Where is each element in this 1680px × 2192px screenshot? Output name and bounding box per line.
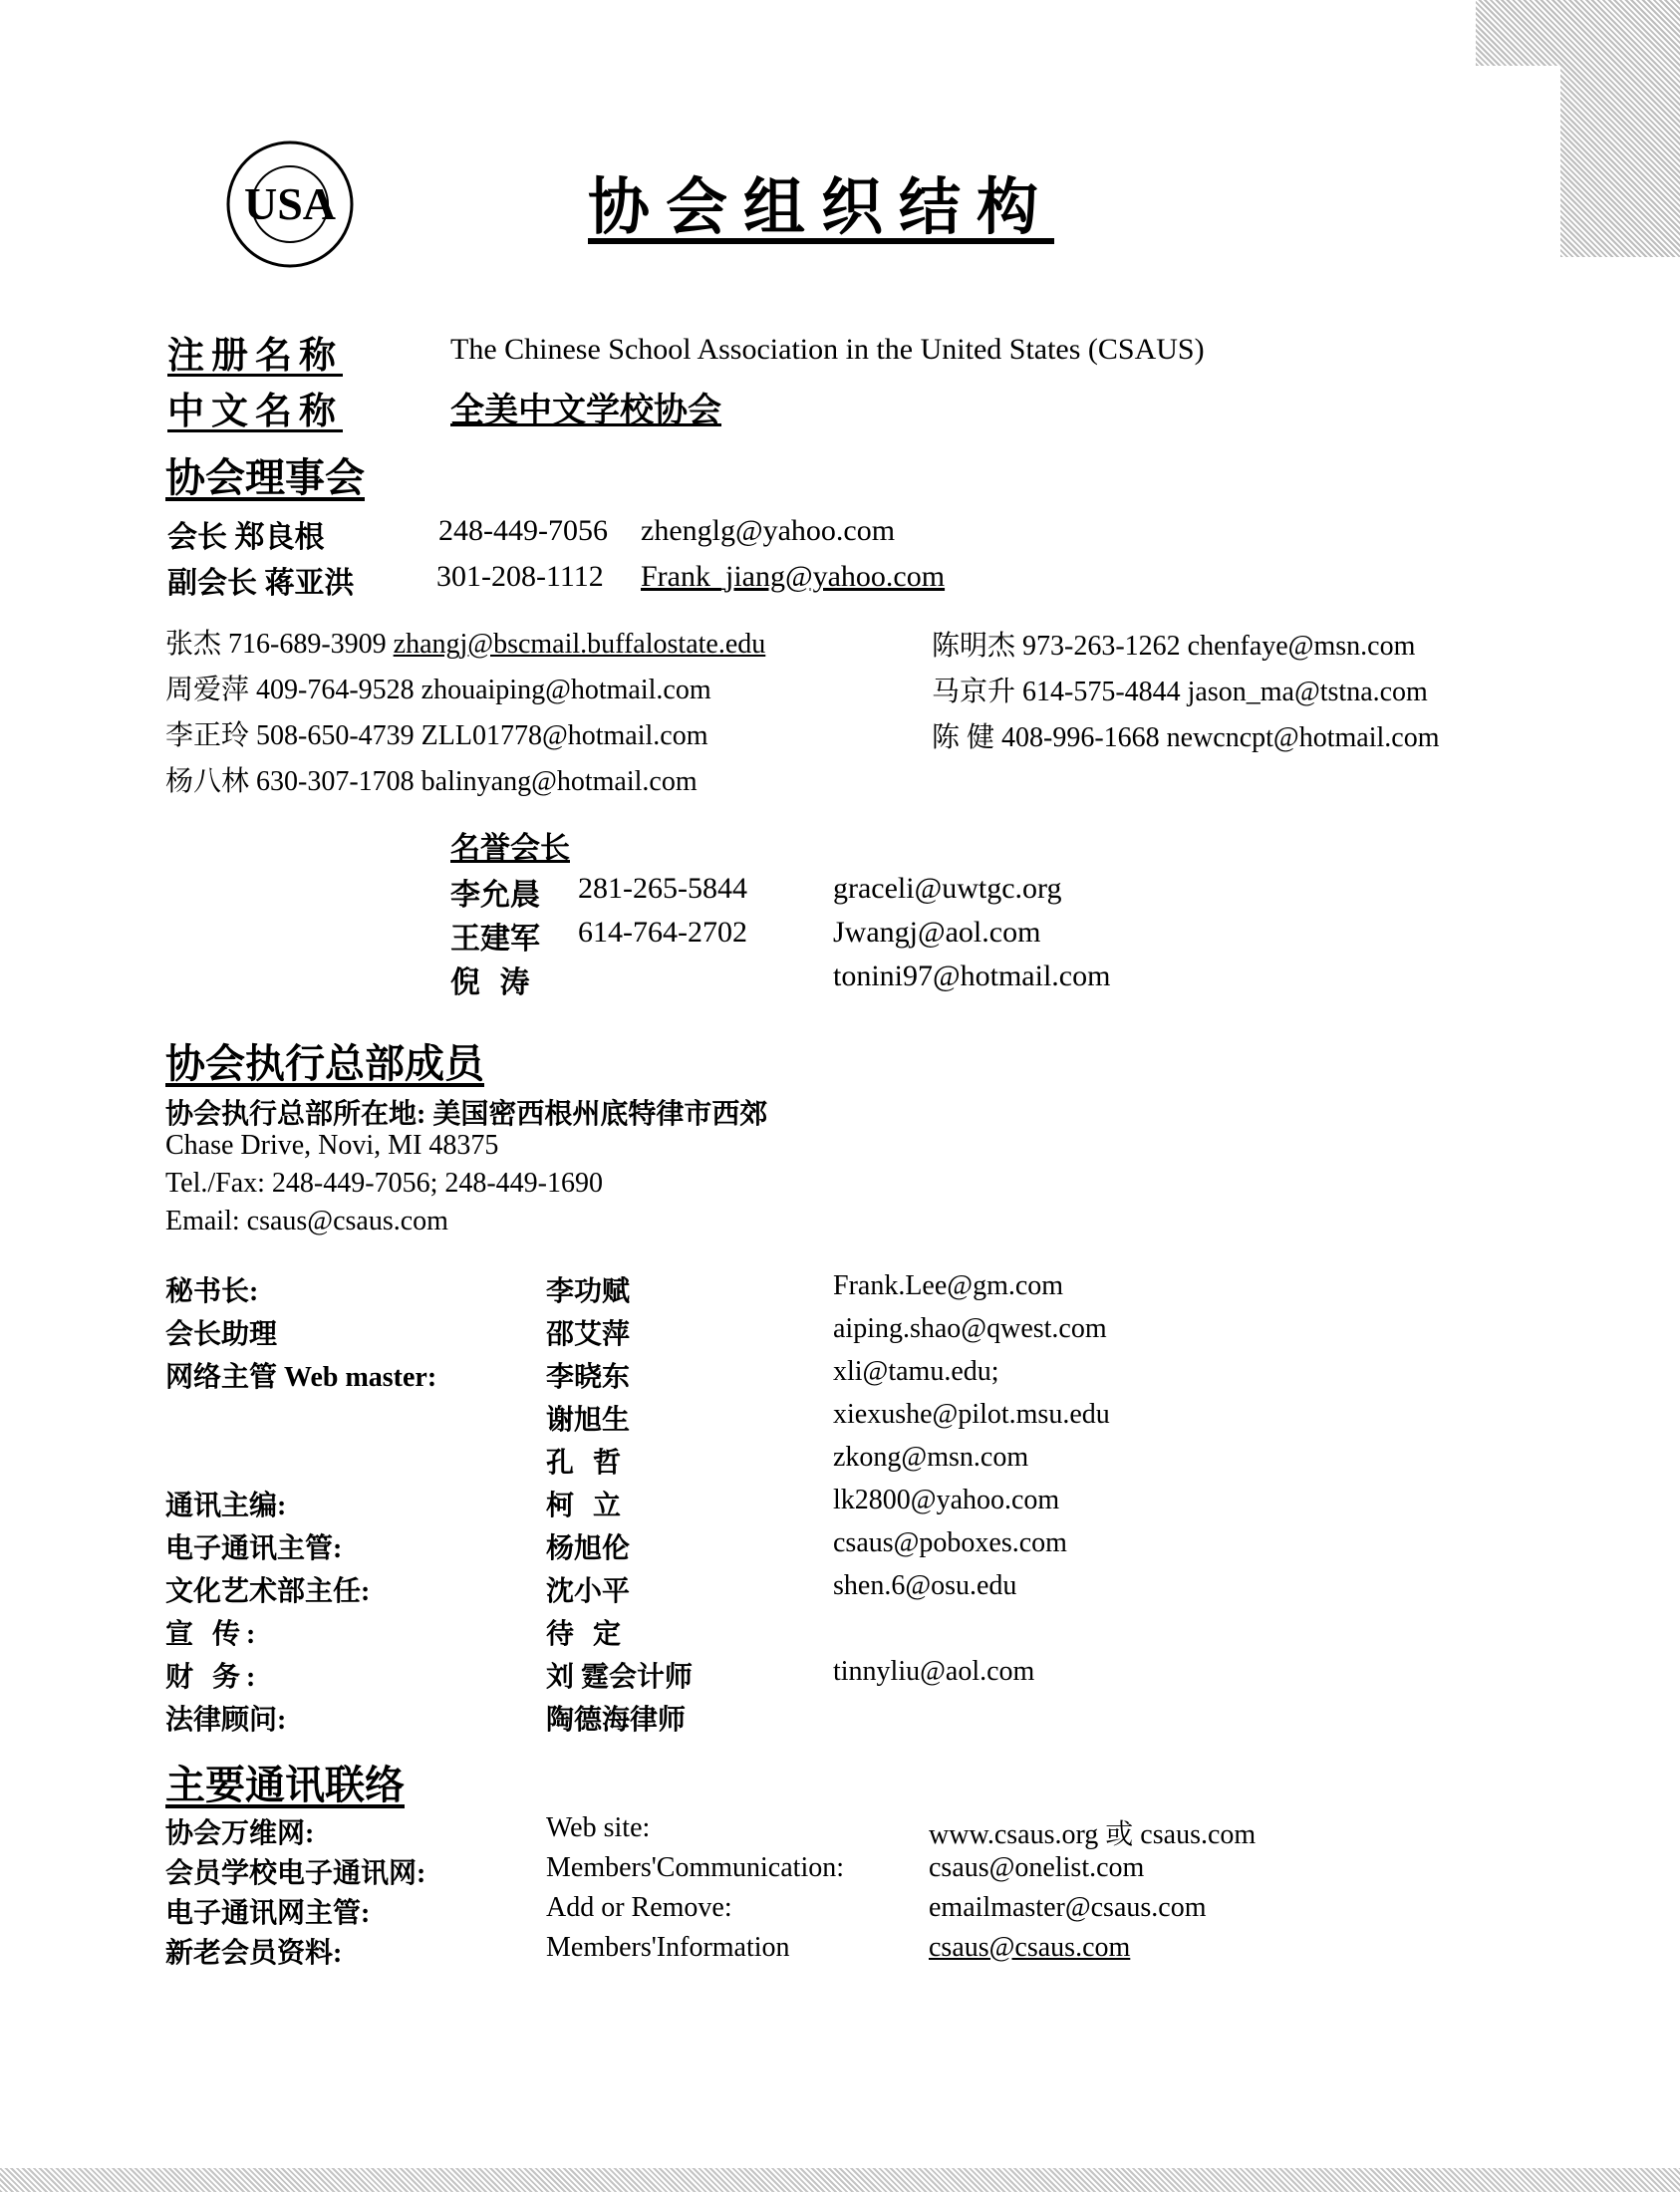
honorary-phone-1: 281-265-5844 — [578, 872, 747, 905]
staff-role-9: 宣 传: — [165, 1619, 262, 1650]
staff-name-10: 刘 霆会计师 — [546, 1662, 694, 1693]
exec-address: Chase Drive, Novi, MI 48375 — [165, 1130, 499, 1161]
staff-name-2: 邵艾萍 — [546, 1319, 631, 1350]
logo-usa-text: USA — [243, 178, 337, 229]
staff-name-7: 杨旭伦 — [546, 1533, 631, 1564]
staff-email-3: xli@tamu.edu; — [833, 1356, 999, 1387]
scan-bottom-strip — [0, 2168, 1680, 2192]
board-member-left-2: 周爱萍 409-764-9528 zhouaiping@hotmail.com — [165, 675, 711, 705]
contact-heading: 主要通讯联络 — [165, 1763, 405, 1807]
staff-email-7: csaus@poboxes.com — [833, 1527, 1067, 1558]
contact-value-1[interactable]: www.csaus.org 或 csaus.com — [929, 1819, 1257, 1850]
board-member-left-3: 李正玲 508-650-4739 ZLL01778@hotmail.com — [165, 720, 708, 751]
board-member-left-1 — [165, 622, 765, 662]
contact-value-2[interactable]: csaus@onelist.com — [929, 1852, 1145, 1883]
exec-address-cn: 协会执行总部所在地: 美国密西根州底特律市西郊 — [165, 1099, 768, 1130]
staff-name-6: 柯 立 — [546, 1491, 628, 1521]
staff-role-3: 网络主管 Web master: — [165, 1362, 437, 1393]
staff-email-8: shen.6@osu.edu — [833, 1570, 1017, 1601]
honorary-name-1: 李允晨 — [450, 879, 540, 912]
staff-name-8: 沈小平 — [546, 1576, 631, 1607]
president-role: 会长 郑良根 — [167, 521, 325, 554]
staff-role-7: 电子通讯主管: — [165, 1533, 343, 1564]
staff-email-2: aiping.shao@qwest.com — [833, 1313, 1107, 1344]
staff-role-2: 会长助理 — [165, 1319, 278, 1350]
staff-name-9: 待 定 — [546, 1619, 628, 1650]
contact-value-3[interactable]: emailmaster@csaus.com — [929, 1892, 1207, 1923]
page-title: 协会组织结构 — [588, 174, 1055, 242]
contact-en-3: Add or Remove: — [546, 1892, 732, 1923]
honorary-email-1: graceli@uwtgc.org — [833, 872, 1062, 905]
staff-name-4: 谢旭生 — [546, 1405, 631, 1436]
exec-tel: Tel./Fax: 248-449-7056; 248-449-1690 — [165, 1168, 603, 1199]
staff-email-5: zkong@msn.com — [833, 1442, 1029, 1473]
reg-name-value: The Chinese School Association in the United States (CSAUS) — [450, 333, 1205, 366]
contact-cn-1: 协会万维网: — [165, 1818, 315, 1849]
staff-role-6: 通讯主编: — [165, 1491, 287, 1521]
scan-corner-notch — [1471, 66, 1560, 265]
staff-role-10: 财 务: — [165, 1662, 262, 1693]
vice-president-phone: 301-208-1112 — [436, 560, 604, 593]
contact-value-4[interactable]: csaus@csaus.com — [929, 1932, 1131, 1963]
cn-name-label: 中文名称 — [167, 392, 343, 432]
usa-seal-logo — [199, 130, 381, 279]
honorary-email-3: tonini97@hotmail.com — [833, 959, 1111, 992]
president-email: zhenglg@yahoo.com — [641, 514, 896, 547]
board-member-right-2: 马京升 614-575-4844 jason_ma@tstna.com — [932, 677, 1428, 707]
staff-name-1: 李功赋 — [546, 1276, 631, 1307]
honorary-email-2: Jwangj@aol.com — [833, 916, 1041, 949]
staff-email-10: tinnyliu@aol.com — [833, 1656, 1035, 1687]
honorary-name-2: 王建军 — [450, 923, 540, 956]
exec-heading: 协会执行总部成员 — [165, 1041, 484, 1086]
staff-name-5: 孔 哲 — [546, 1448, 628, 1479]
honorary-heading: 名誉会长 — [450, 832, 570, 865]
board-member-left-4: 杨八林 630-307-1708 balinyang@hotmail.com — [165, 766, 698, 797]
president-phone: 248-449-7056 — [438, 514, 608, 547]
vice-president-role: 副会长 蒋亚洪 — [167, 567, 355, 600]
staff-email-1: Frank.Lee@gm.com — [833, 1270, 1064, 1301]
contact-en-4: Members'Information — [546, 1932, 790, 1963]
honorary-phone-2: 614-764-2702 — [578, 916, 747, 949]
staff-name-3: 李晓东 — [546, 1362, 631, 1393]
reg-name-label: 注册名称 — [167, 336, 343, 377]
staff-role-1: 秘书长: — [165, 1276, 259, 1307]
honorary-name-3: 倪 涛 — [450, 966, 536, 999]
cn-name-value: 全美中文学校协会 — [450, 393, 721, 429]
board-member-email-link[interactable]: zhangj@bscmail.buffalostate.edu — [393, 629, 766, 660]
contact-en-2: Members'Communication: — [546, 1852, 845, 1883]
contact-cn-2: 会员学校电子通讯网: — [165, 1858, 426, 1889]
vice-president-email[interactable]: Frank_jiang@yahoo.com — [641, 560, 946, 593]
board-member-right-1: 陈明杰 973-263-1262 chenfaye@msn.com — [932, 631, 1416, 662]
board-heading: 协会理事会 — [165, 455, 365, 500]
board-member-right-3: 陈 健 408-996-1668 newcncpt@hotmail.com — [932, 722, 1440, 753]
contact-cn-4: 新老会员资料: — [165, 1938, 343, 1969]
board-member-text: 张杰 716-689-3909 zhangj@bscmail.buffalostate.edu — [165, 629, 766, 660]
exec-email: Email: csaus@csaus.com — [165, 1206, 448, 1236]
contact-cn-3: 电子通讯网主管: — [165, 1898, 371, 1929]
staff-email-4: xiexushe@pilot.msu.edu — [833, 1399, 1110, 1430]
staff-role-8: 文化艺术部主任: — [165, 1576, 371, 1607]
staff-role-11: 法律顾问: — [165, 1705, 287, 1736]
contact-en-1: Web site: — [546, 1812, 651, 1843]
staff-email-6: lk2800@yahoo.com — [833, 1485, 1060, 1515]
staff-name-11: 陶德海律师 — [546, 1705, 687, 1736]
